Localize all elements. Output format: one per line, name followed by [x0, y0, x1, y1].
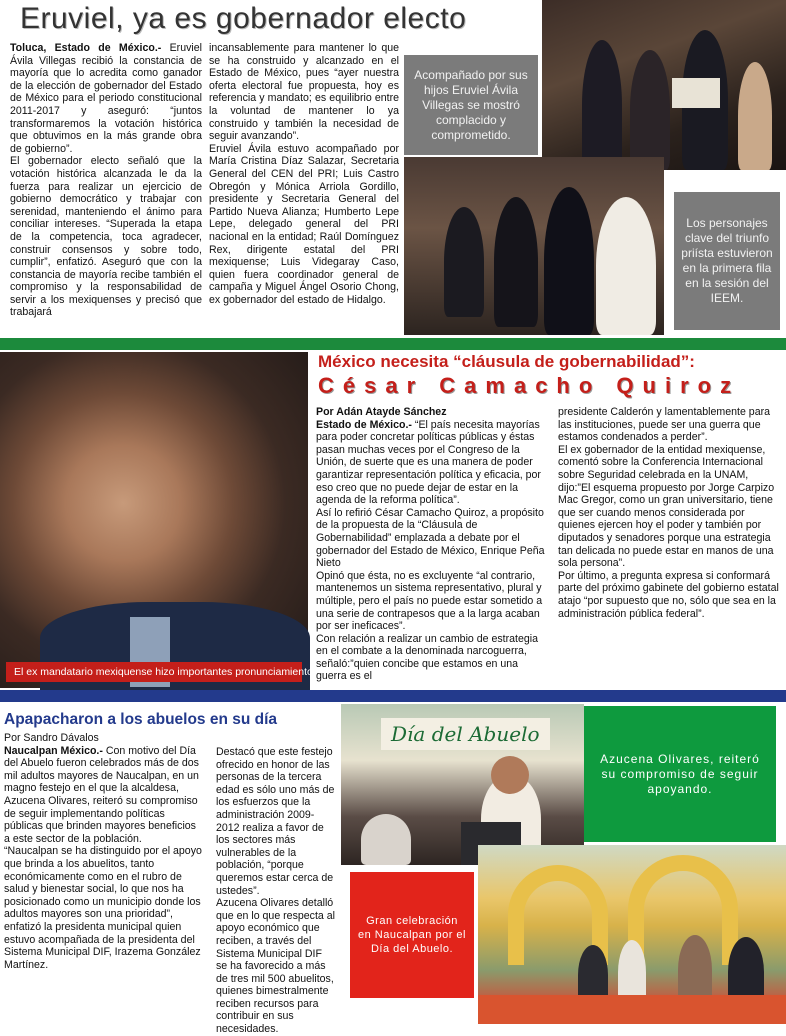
- paragraph: “El país necesita mayorías para poder concretar políticas públicas y éstas pasan muchas veces por el Congreso de la Unión, de suerte que es una manera de poder garantizar representación política y eficacia, por eso creo que no puede dejar de estar en la agenda de la reforma política”.: [316, 418, 541, 507]
- section-divider: [0, 338, 786, 350]
- paragraph: “Naucalpan se ha distinguido por el apoyo que brinda a los abuelitos, tanto económicamente como en el rubro de salud y bienestar social, lo que nos ha posicionado como un municipio donde los adultos mayores son una prioridad”, enfatizó la presidenta municipal quien estuvo acompañada de la presidenta del Sistema Municipal DIF, Irazema González Martínez.: [4, 845, 202, 971]
- photo-cesar-camacho: [0, 352, 308, 688]
- article2-column-1: [316, 406, 548, 688]
- article3-column-1: [4, 732, 204, 1022]
- headline-clausula: México necesita “cláusula de gobernabilidad”:: [318, 352, 695, 371]
- byline: Por Sandro Dávalos: [4, 732, 99, 744]
- paragraph: El gobernador electo señaló que la votación histórica alcanzada le da la fuerza para realizar un ejercicio de gobierno democrático y trabajar con serenidad, manteniendo el ánimo para conciliar intereses. “Superada la etapa de la competencia, toca agradecer, construir consensos y sobre todo, cumplir”, enfatizó. Aseguró que con la constancia de mayoría recibe también el compromiso y la responsabilidad de servir a los mexiquenses y precisó que trabajará: [10, 155, 202, 319]
- photo-front-row: [404, 157, 664, 335]
- caption-family: Acompañado por sus hijos Eruviel Ávila Villegas se mostró complacido y comprometido.: [404, 55, 538, 155]
- photo-dia-del-abuelo-event: [341, 704, 584, 865]
- dateline: Toluca, Estado de México.-: [10, 42, 162, 54]
- caption-front-row: Los personajes clave del triunfo priísta estuvieron en la primera fila en la sesión del IEEM.: [674, 192, 780, 330]
- section-divider: [0, 690, 786, 702]
- paragraph: Eruviel Ávila estuvo acompañado por María Cristina Díaz Salazar, Secretaria General del CEN del PRI; Luis Castro Obregón y Mónica Arriola Gordillo, presidente y Secretaria General del Partido Nueva Alianza; Humberto Lepe Lepe, delegado general del PRI nacional en la entidad; Raúl Domínguez Rex, dirigente estatal del PRI mexiquense; Luis Videgaray Caso, quien fuera coordinador general de campaña y Miguel Ángel Osorio Chong, ex gobernador del estado de Hidalgo.: [209, 142, 399, 306]
- headline-camacho-name: César Camacho Quiroz: [318, 373, 741, 398]
- paragraph: Azucena Olivares detalló que en lo que respecta al apoyo económico que reciben, a través del Sistema Municipal DIF se ha favorecido a más de tres mil 500 abuelitos, quienes bimestralmente reciben recursos para contribuir en sus necesidades.: [216, 897, 335, 1036]
- paragraph: Eruviel Ávila Villegas recibió la constancia de mayoría que lo acredita como ganador de la elección de gobernador del Estado de México para el periodo constitucional 2011-2017 y aseguró: “juntos transformaremos la votación histórica que obtuvimos en la más grande obra de gobierno”.: [10, 42, 202, 155]
- paragraph: Destacó que este festejo ofrecido en honor de las personas de la tercera edad es sólo uno más de los esfuerzos que la administración 2009-2012 realiza a favor de los sectores más vulnerables de la población, “porque queremos estar cerca de ustedes”.: [216, 746, 335, 897]
- photo-balloon-celebration: [478, 845, 786, 1024]
- dateline: Estado de México.-: [316, 418, 412, 431]
- paragraph: Por último, a pregunta expresa si conformará parte del próximo gabinete del gobierno estatal atajo “por supuesto que no, sólo que sea en la administración pública federal”.: [558, 569, 779, 620]
- article1-column-2: [209, 42, 399, 342]
- byline: Por Adán Atayde Sánchez: [316, 406, 447, 418]
- paragraph: presidente Calderón y lamentablemente para las instituciones, puede ser una guerra que estamos condenados a perder”.: [558, 406, 771, 444]
- headline-abuelos: Apapacharon a los abuelos en su día: [4, 711, 278, 728]
- paragraph: incansablemente para mantener lo que se ha construido y alcanzado en el Estado de México, pues “ayer nuestra oferta electoral fue propuesta, hoy es referencia y mandato; es equilibrio entre la voluntad de mantener lo ya construido y también la necesidad de seguir avanzando”.: [209, 42, 399, 143]
- paragraph: El ex gobernador de la entidad mexiquense, comentó sobre la Conferencia Internacional sobre Seguridad celebrada en la UNAM, dijo:”El esquema propuesto por Jorge Carpizo Mac Gregor, como un gran universitario, tiene que ser cuando menos considerada por quienes ejercen hoy el poder y también por diputados y senadores porque una estrategia tan delicada no puede estar en manos de una sola persona”.: [558, 443, 775, 570]
- headline-eruviel: Eruviel, ya es gobernador electo: [20, 2, 467, 35]
- dateline: Naucalpan México.-: [4, 744, 103, 757]
- caption-azucena: Azucena Olivares, reiteró su compromiso de seguir apoyando.: [584, 706, 776, 842]
- caption-celebracion: Gran celebración en Naucalpan por el Día del Abuelo.: [350, 872, 474, 998]
- photo-caption-camacho: El ex mandatario mexiquense hizo importantes pronunciamientos.: [6, 662, 302, 682]
- paragraph: Con motivo del Día del Abuelo fueron celebrados más de dos mil adultos mayores de Naucalpan, en un magno festejo en el que la alcaldesa, Azucena Olivares, reiteró su compromiso de seguir implementando políticas públicas que brinden mayores beneficios a este sector de la población.: [4, 744, 199, 845]
- paragraph: Con relación a realizar un cambio de estrategia en el combate a la denominada narcoguerra, señaló:”quien concibe que estamos en una guerra es el: [316, 632, 539, 683]
- photo-eruviel-family: [542, 0, 786, 170]
- paragraph: Así lo refirió César Camacho Quiroz, a propósito de la propuesta de la “Cláusula de Gobernabilidad” emplazada a debate por el gobernador del Estado de México, Enrique Peña Nieto: [316, 506, 545, 570]
- paragraph: Opinó que ésta, no es excluyente “al contrario, mantenemos un sistema representativo, plural y múltiple, pero el país no puede estar sometido a una serie de contrapesos que a la larga acaban por ser ineficaces”.: [316, 569, 543, 633]
- event-banner: Día del Abuelo: [381, 718, 550, 750]
- article1-column-1: [10, 42, 202, 342]
- article3-column-2: [216, 746, 336, 1036]
- article2-column-2: [558, 406, 780, 688]
